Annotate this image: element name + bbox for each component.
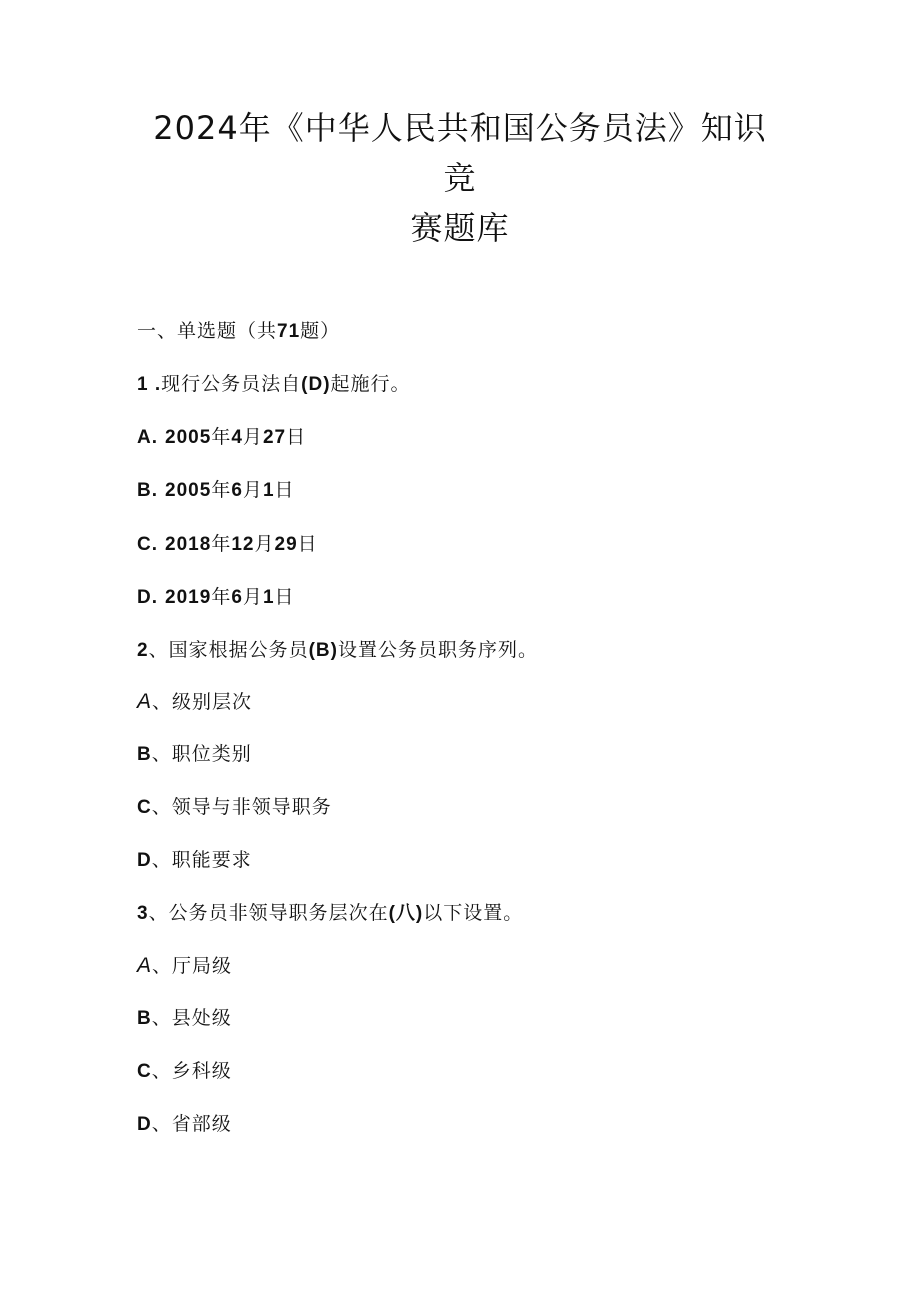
option-2-a — [137, 690, 252, 714]
option-day: 1 — [262, 480, 275, 501]
option-text: 、级别层次 — [152, 691, 253, 713]
question-2 — [137, 638, 538, 663]
option-1-a — [137, 425, 306, 450]
question-separator: 、 — [148, 639, 169, 661]
option-text: 、乡科级 — [151, 1060, 232, 1082]
option-day-unit: 日 — [286, 426, 307, 448]
option-year-unit: 年 — [211, 426, 232, 448]
option-label: B — [137, 1008, 152, 1029]
option-year: 2005 — [165, 427, 212, 448]
option-1-b — [137, 478, 295, 503]
option-year: 2018 — [165, 534, 212, 555]
option-day-unit: 日 — [274, 586, 295, 608]
question-text-before: 公务员非领导职务层次在 — [168, 902, 389, 924]
question-1 — [137, 372, 411, 397]
option-label: A. — [137, 427, 158, 448]
option-label: D — [137, 1114, 152, 1135]
option-2-b — [137, 742, 252, 767]
option-3-c — [137, 1059, 232, 1084]
option-3-d — [137, 1112, 232, 1137]
option-label: C. — [137, 534, 158, 555]
option-month: 12 — [231, 534, 255, 555]
option-label: C — [137, 1061, 152, 1082]
option-year: 2019 — [165, 587, 212, 608]
question-text-before: 国家根据公务员 — [168, 639, 309, 661]
option-day: 29 — [274, 534, 298, 555]
option-year: 2005 — [165, 480, 212, 501]
option-label: A — [137, 954, 153, 977]
question-answer: (八) — [388, 903, 424, 924]
option-month-unit: 月 — [242, 479, 263, 501]
option-text: 、职能要求 — [151, 849, 252, 871]
option-month: 6 — [231, 587, 243, 608]
question-text-after: 起施行。 — [330, 373, 411, 395]
question-separator: . — [148, 374, 162, 395]
document-title-line-3: 赛题库 — [410, 209, 510, 247]
option-label: C — [137, 797, 152, 818]
option-2-d — [137, 848, 252, 873]
option-3-b — [137, 1006, 232, 1031]
option-year-unit: 年 — [211, 533, 232, 555]
option-1-d — [137, 585, 295, 610]
option-label: D. — [137, 587, 158, 608]
section-heading — [137, 319, 340, 344]
option-day-unit: 日 — [297, 533, 318, 555]
option-day: 27 — [262, 427, 287, 448]
question-3 — [137, 901, 523, 926]
section-heading-count: 71 — [277, 321, 301, 342]
option-label: B — [137, 744, 152, 765]
question-text-after: 设置公务员职务序列。 — [338, 639, 539, 661]
question-text-before: 现行公务员法自 — [161, 373, 302, 395]
option-text: 、省部级 — [151, 1113, 232, 1135]
option-label: A — [137, 690, 153, 713]
document-title-line-1: 2024年《中华人民共和国公务员法》知识 — [153, 109, 767, 147]
question-answer: (D) — [301, 374, 331, 395]
option-2-c — [137, 795, 332, 820]
option-3-a — [137, 954, 232, 978]
option-month-unit: 月 — [254, 533, 275, 555]
option-day-unit: 日 — [274, 479, 295, 501]
option-day: 1 — [262, 587, 275, 608]
option-label: B. — [137, 480, 158, 501]
question-number: 3 — [137, 903, 149, 924]
option-text: 、厅局级 — [152, 955, 233, 977]
option-text: 、职位类别 — [151, 743, 252, 765]
option-text: 、县处级 — [151, 1007, 232, 1029]
option-month-unit: 月 — [242, 586, 263, 608]
question-text-after: 以下设置。 — [423, 902, 524, 924]
question-answer: (B) — [308, 640, 338, 661]
section-heading-suffix: 题） — [300, 320, 341, 342]
option-month-unit: 月 — [242, 426, 263, 448]
option-1-c — [137, 532, 318, 557]
option-month: 4 — [231, 427, 243, 448]
question-number: 1 — [137, 374, 149, 395]
question-separator: 、 — [148, 902, 169, 924]
question-number: 2 — [137, 640, 149, 661]
section-heading-prefix: 一、单选题（共 — [137, 320, 278, 342]
option-label: D — [137, 850, 152, 871]
option-month: 6 — [231, 480, 243, 501]
option-year-unit: 年 — [211, 586, 232, 608]
option-text: 、领导与非领导职务 — [151, 796, 332, 818]
document-title-line-2: 竞 — [443, 159, 477, 197]
option-year-unit: 年 — [211, 479, 232, 501]
